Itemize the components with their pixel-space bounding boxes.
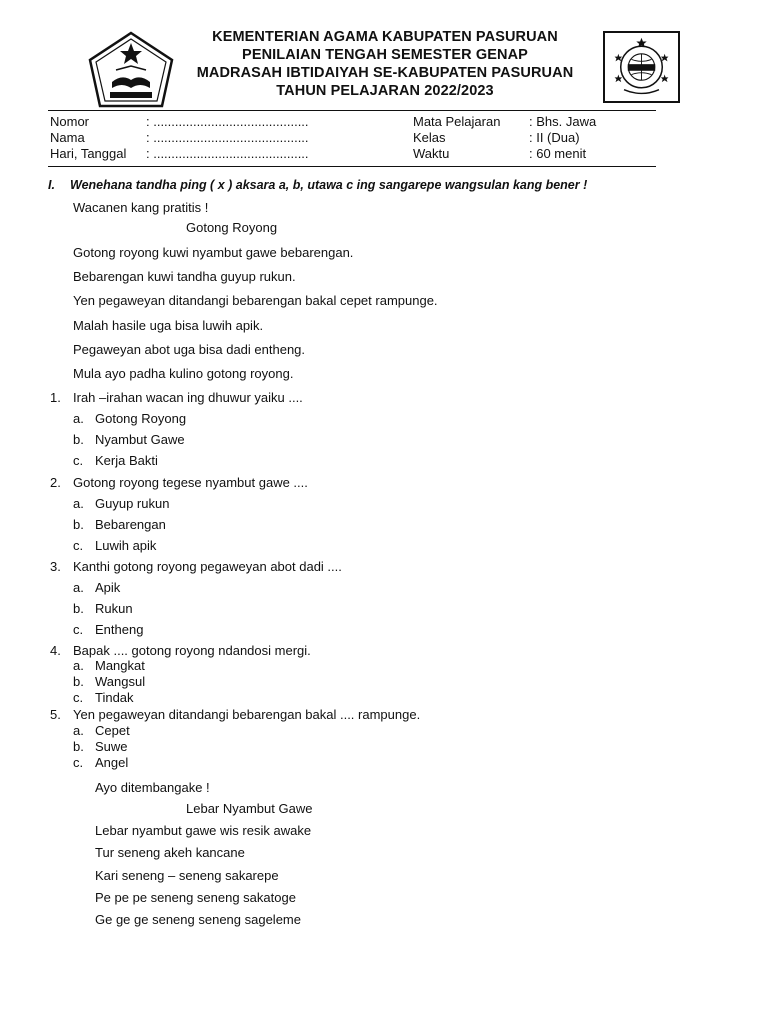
option-letter: b.	[73, 432, 84, 447]
question-4	[50, 643, 311, 659]
option-text: Entheng	[95, 622, 144, 637]
option-letter: b.	[73, 601, 84, 616]
option-letter: a.	[73, 580, 84, 595]
option-letter: a.	[73, 723, 84, 738]
question-number: 5.	[50, 707, 61, 722]
option-text: Wangsul	[95, 674, 146, 689]
question-text: Irah –irahan wacan ing dhuwur yaiku ....	[73, 390, 303, 405]
identity-left-block	[50, 114, 309, 162]
song-title: Lebar Nyambut Gawe	[186, 801, 313, 816]
option-text: Nyambut Gawe	[95, 432, 185, 447]
reading-line: Pegaweyan abot uga bisa dadi entheng.	[73, 342, 306, 357]
question-2	[50, 475, 308, 491]
header-divider-bottom	[48, 166, 656, 167]
option-letter: a.	[73, 658, 84, 673]
identity-row-hari-tanggal	[50, 146, 309, 162]
question-1-option-a[interactable]	[73, 411, 186, 427]
identity-value: : Bhs. Jawa	[529, 114, 597, 129]
question-1-option-c[interactable]	[73, 453, 158, 469]
question-text: Bapak .... gotong royong ndandosi mergi.	[73, 643, 311, 658]
identity-row-nama	[50, 130, 309, 146]
question-2-option-a[interactable]	[73, 496, 169, 512]
identity-value[interactable]: : ...........................................	[146, 130, 309, 145]
identity-row-kelas	[413, 130, 596, 146]
reading-intro: Wacanen kang pratitis !	[73, 200, 209, 215]
option-letter: a.	[73, 496, 84, 511]
option-text: Tindak	[95, 690, 134, 705]
identity-value: : II (Dua)	[529, 130, 580, 145]
identity-row-mata-pelajaran	[413, 114, 596, 130]
question-3-option-c[interactable]	[73, 622, 143, 638]
option-text: Rukun	[95, 601, 133, 616]
question-text: Gotong royong tegese nyambut gawe ....	[73, 475, 308, 490]
option-letter: c.	[73, 690, 84, 705]
reading-line: Bebarengan kuwi tandha guyup rukun.	[73, 269, 296, 284]
song-line: Ge ge ge seneng seneng sageleme	[95, 912, 301, 927]
option-text: Angel	[95, 755, 129, 770]
identity-right-block	[413, 114, 596, 162]
identity-row-nomor	[50, 114, 309, 130]
question-4-option-b[interactable]	[73, 674, 145, 690]
question-text: Kanthi gotong royong pegaweyan abot dadi ....	[73, 559, 342, 574]
reading-line: Gotong royong kuwi nyambut gawe bebarengan.	[73, 245, 354, 260]
song-line: Kari seneng – seneng sakarepe	[95, 868, 279, 883]
identity-label: Waktu	[413, 146, 450, 161]
section-number: I.	[48, 178, 55, 192]
option-letter: c.	[73, 622, 84, 637]
section-instruction-text: Wenehana tandha ping ( x ) aksara a, b, utawa c ing sangarepe wangsulan kang bener !	[70, 178, 588, 192]
identity-label: Kelas	[413, 130, 446, 145]
question-number: 1.	[50, 390, 61, 405]
option-text: Cepet	[95, 723, 130, 738]
header-line-exam: PENILAIAN TENGAH SEMESTER GENAP	[242, 47, 528, 63]
reading-title: Gotong Royong	[186, 220, 278, 235]
school-emblem-icon	[603, 31, 680, 103]
question-3-option-a[interactable]	[73, 580, 120, 596]
identity-label: Hari, Tanggal	[50, 146, 127, 161]
identity-label: Nomor	[50, 114, 90, 129]
question-5	[50, 707, 420, 723]
question-number: 2.	[50, 475, 61, 490]
document-header	[170, 28, 600, 100]
question-2-option-b[interactable]	[73, 517, 166, 533]
option-text: Mangkat	[95, 658, 145, 673]
question-number: 3.	[50, 559, 61, 574]
header-line-ministry: KEMENTERIAN AGAMA KABUPATEN PASURUAN	[212, 29, 558, 45]
question-4-option-c[interactable]	[73, 690, 134, 706]
question-3	[50, 559, 342, 575]
identity-label: Nama	[50, 130, 85, 145]
question-5-option-a[interactable]	[73, 723, 130, 739]
option-text: Guyup rukun	[95, 496, 170, 511]
option-letter: c.	[73, 538, 84, 553]
header-line-year: TAHUN PELAJARAN 2022/2023	[276, 83, 494, 99]
song-line: Tur seneng akeh kancane	[95, 845, 245, 860]
song-line: Lebar nyambut gawe wis resik awake	[95, 823, 312, 838]
option-letter: b.	[73, 517, 84, 532]
question-3-option-b[interactable]	[73, 601, 133, 617]
question-5-option-b[interactable]	[73, 739, 128, 755]
section-instruction	[48, 178, 587, 192]
option-text: Kerja Bakti	[95, 453, 158, 468]
option-text: Suwe	[95, 739, 128, 754]
header-line-school: MADRASAH IBTIDAIYAH SE-KABUPATEN PASURUAN	[196, 65, 574, 81]
question-2-option-c[interactable]	[73, 538, 156, 554]
question-5-option-c[interactable]	[73, 755, 128, 771]
identity-value[interactable]: : ...........................................	[146, 114, 309, 129]
option-text: Gotong Royong	[95, 411, 187, 426]
song-line: Pe pe pe seneng seneng sakatoge	[95, 890, 296, 905]
question-1	[50, 390, 303, 406]
reading-line: Yen pegaweyan ditandangi bebarengan bakal cepet rampunge.	[73, 293, 438, 308]
question-text: Yen pegaweyan ditandangi bebarengan bakal .... rampunge.	[73, 707, 421, 722]
reading-line: Malah hasile uga bisa luwih apik.	[73, 318, 264, 333]
song-intro: Ayo ditembangake !	[95, 780, 210, 795]
identity-row-waktu	[413, 146, 596, 162]
question-4-option-a[interactable]	[73, 658, 145, 674]
option-text: Luwih apik	[95, 538, 157, 553]
header-divider-top	[48, 110, 656, 111]
reading-line: Mula ayo padha kulino gotong royong.	[73, 366, 294, 381]
option-letter: b.	[73, 674, 84, 689]
option-text: Bebarengan	[95, 517, 166, 532]
question-number: 4.	[50, 643, 61, 658]
option-letter: c.	[73, 755, 84, 770]
identity-value: : 60 menit	[529, 146, 587, 161]
question-1-option-b[interactable]	[73, 432, 185, 448]
option-text: Apik	[95, 580, 121, 595]
option-letter: a.	[73, 411, 84, 426]
kemenag-logo-icon	[86, 30, 176, 110]
identity-value[interactable]: : ...........................................	[146, 146, 309, 161]
option-letter: b.	[73, 739, 84, 754]
identity-label: Mata Pelajaran	[413, 114, 501, 129]
option-letter: c.	[73, 453, 84, 468]
